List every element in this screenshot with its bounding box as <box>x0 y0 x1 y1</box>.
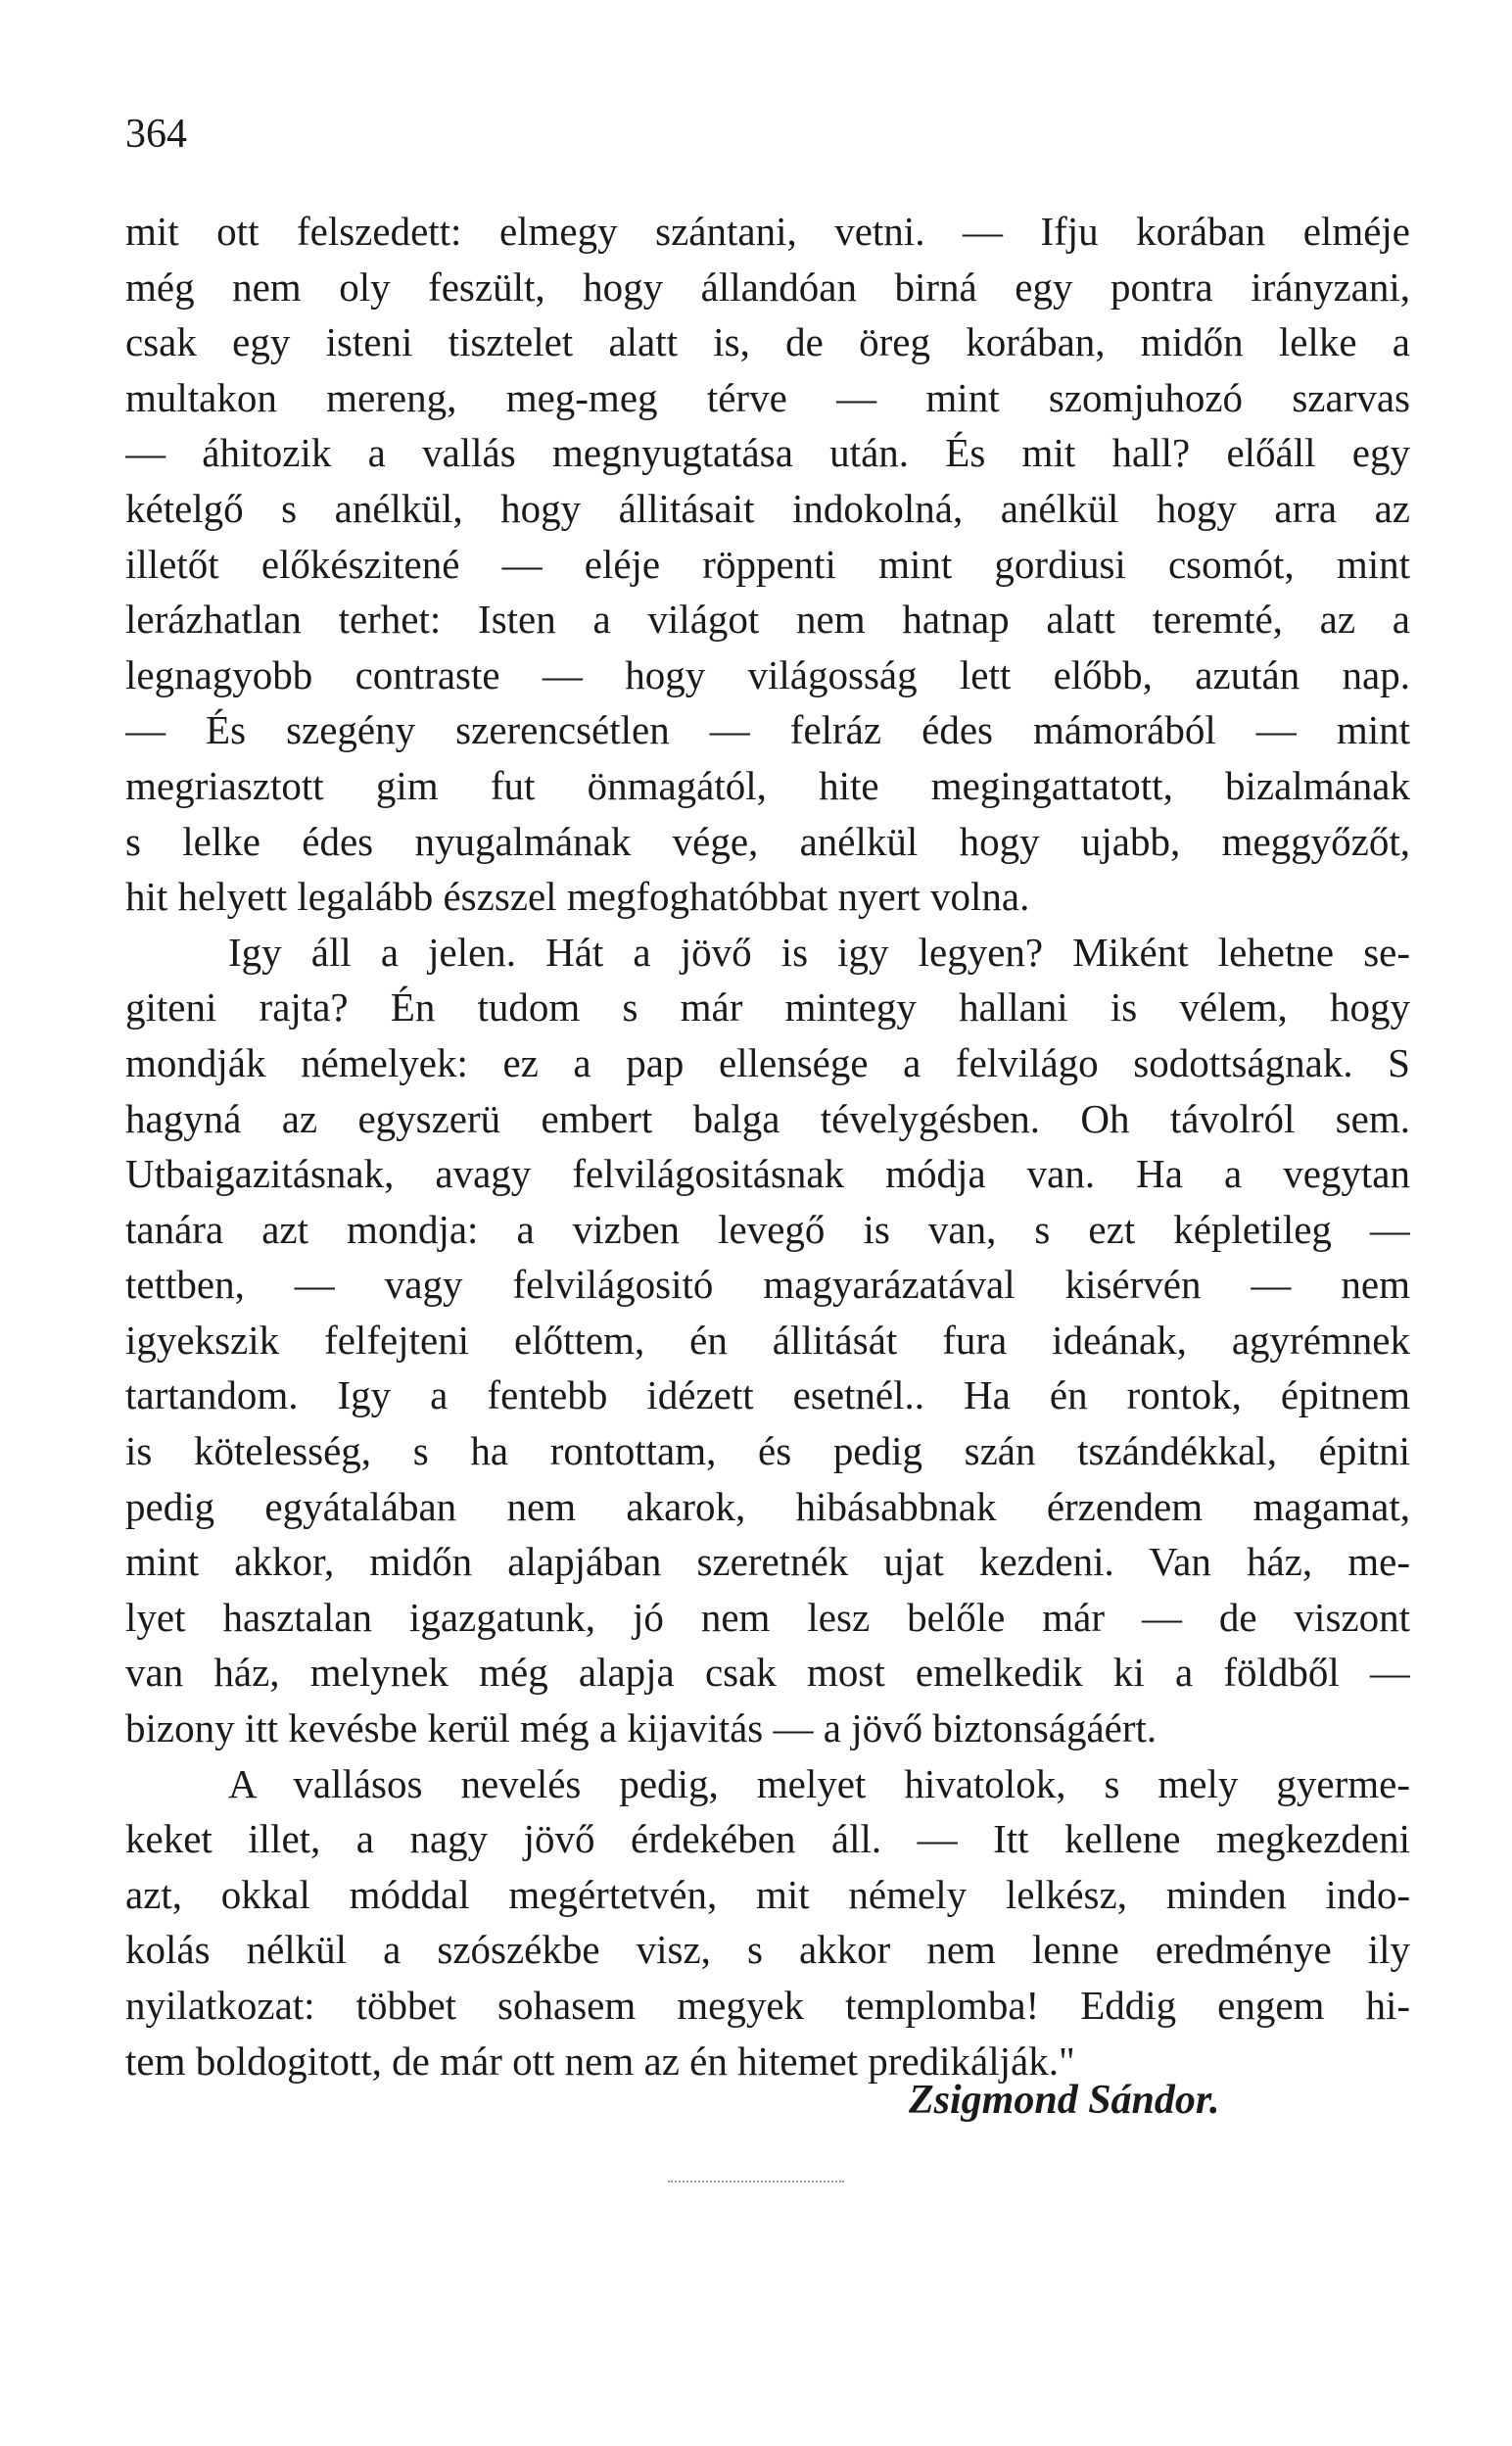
text-line: tartandom. Igy a fentebb idézett esetnél.. Ha én rontok, épitnem <box>125 1372 1410 1418</box>
text-line: csak egy isteni tisztelet alatt is, de öreg korában, midőn lelke a <box>125 319 1410 365</box>
page-number: 364 <box>125 112 187 157</box>
text-line: igyekszik felfejteni előttem, én állitását fura ideának, agyrémnek <box>125 1317 1410 1363</box>
text-line: Igy áll a jelen. Hát a jövő is igy legyen? Miként lehetne se- <box>228 929 1410 975</box>
text-line: hit helyett legalább észszel megfoghatóbbat nyert volna. <box>125 874 1030 920</box>
end-divider <box>668 2181 844 2182</box>
text-line: mondják némelyek: ez a pap ellensége a felvilágo sodottságnak. S <box>125 1039 1410 1085</box>
text-line: is kötelesség, s ha rontottam, és pedig szán tszándékkal, épitni <box>125 1428 1410 1474</box>
author-signature: Zsigmond Sándor. <box>909 2078 1220 2123</box>
text-line: illetőt előkészitené — eléje röppenti mint gordiusi csomót, mint <box>125 541 1410 587</box>
text-line: mint akkor, midőn alapjában szeretnék ujat kezdeni. Van ház, me- <box>125 1539 1410 1585</box>
text-line: keket illet, a nagy jövő érdekében áll. — Itt kellene megkezdeni <box>125 1816 1410 1862</box>
text-line: hagyná az egyszerü embert balga tévelygésben. Oh távolról sem. <box>125 1095 1410 1141</box>
text-line: kolás nélkül a szószékbe visz, s akkor nem lenne eredménye ily <box>125 1927 1410 1973</box>
text-line: kételgő s anélkül, hogy állitásait indokolná, anélkül hogy arra az <box>125 485 1410 531</box>
text-line: multakon mereng, meg-meg térve — mint szomjuhozó szarvas <box>125 374 1410 420</box>
text-line: — áhitozik a vallás megnyugtatása után. És mit hall? előáll egy <box>125 430 1410 476</box>
text-line: azt, okkal móddal megértetvén, mit némely lelkész, minden indo- <box>125 1871 1410 1917</box>
text-line: tanára azt mondja: a vizben levegő is van, s ezt képletileg — <box>125 1206 1410 1252</box>
text-line: nyilatkozat: többet sohasem megyek templomba! Eddig engem hi- <box>125 1983 1410 2028</box>
text-line: s lelke édes nyugalmának vége, anélkül hogy ujabb, meggyőzőt, <box>125 818 1410 864</box>
text-line: giteni rajta? Én tudom s már mintegy hallani is vélem, hogy <box>125 984 1410 1031</box>
text-line: A vallásos nevelés pedig, melyet hivatolok, s mely gyerme- <box>228 1760 1410 1806</box>
text-line: tettben, — vagy felvilágositó magyarázatával kisérvén — nem <box>125 1262 1410 1308</box>
text-line: mit ott felszedett: elmegy szántani, vetni. — Ifju korában elméje <box>125 209 1410 254</box>
text-line: van ház, melynek még alapja csak most emelkedik ki a földből — <box>125 1650 1410 1696</box>
text-line: — És szegény szerencsétlen — felráz édes mámorából — mint <box>125 707 1410 753</box>
body-text <box>125 204 1410 2088</box>
text-line: legnagyobb contraste — hogy világosság lett előbb, azután nap. <box>125 651 1410 697</box>
text-line: bizony itt kevésbe kerül még a kijavitás — a jövő biztonságáért. <box>125 1705 1158 1751</box>
text-line: pedig egyátalában nem akarok, hibásabbnak érzendem magamat, <box>125 1483 1410 1529</box>
text-line: Utbaigazitásnak, avagy felvilágositásnak módja van. Ha a vegytan <box>125 1151 1410 1197</box>
text-line: megriasztott gim fut önmagától, hite megingattatott, bizalmának <box>125 762 1410 808</box>
text-line: lerázhatlan terhet: Isten a világot nem hatnap alatt teremté, az a <box>125 597 1410 643</box>
text-line: még nem oly feszült, hogy állandóan birná egy pontra irányzani, <box>125 264 1410 310</box>
text-line: tem boldogitott, de már ott nem az én hitemet predikálják." <box>125 2038 1075 2084</box>
text-line: lyet hasztalan igazgatunk, jó nem lesz belőle már — de viszont <box>125 1594 1410 1640</box>
